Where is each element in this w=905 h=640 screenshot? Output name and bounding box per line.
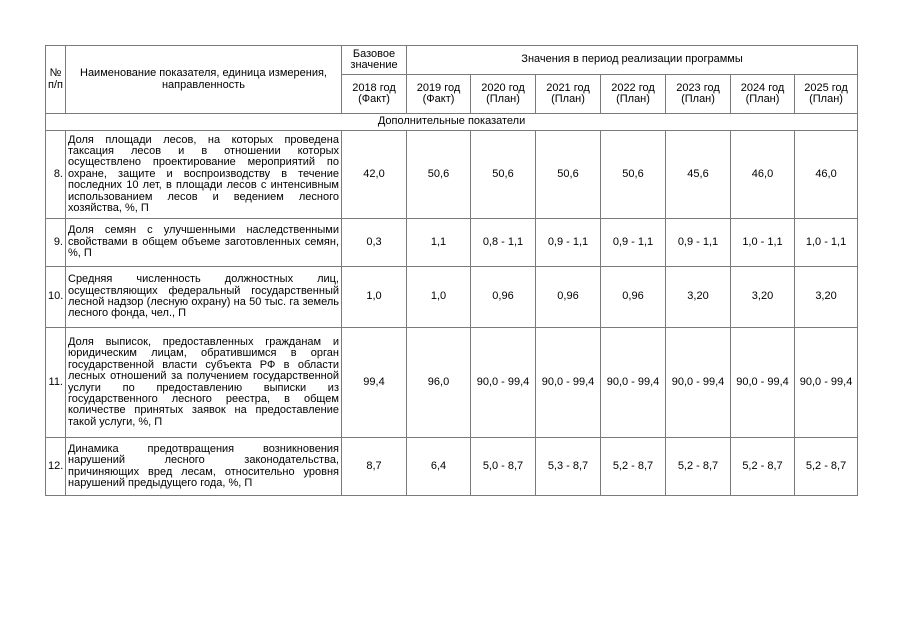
header-year-label: 2021 год xyxy=(546,81,590,94)
row-number: 12. xyxy=(46,438,66,496)
indicator-value: 90,0 - 99,4 xyxy=(666,328,731,438)
row-number: 11. xyxy=(46,328,66,438)
indicator-name: Доля выписок, предоставленных гражданам и юридическим лицам, обратившимся в орган государственной власти субъекта РФ в области лесных отношений за получением государственной услуги по предоставлению выписки из государственного лесного реестра, в общем количестве принятых заявок на предоставление такой услуги, %, П xyxy=(66,328,342,438)
header-year-kind: (План) xyxy=(486,93,520,105)
indicator-value: 5,2 - 8,7 xyxy=(731,438,795,496)
row-number: 10. xyxy=(46,267,66,328)
indicator-value: 90,0 - 99,4 xyxy=(731,328,795,438)
indicator-value: 42,0 xyxy=(342,131,407,219)
indicator-value: 3,20 xyxy=(731,267,795,328)
header-year xyxy=(731,75,795,114)
row-number: 9. xyxy=(46,219,66,267)
header-year-label: 2019 год xyxy=(416,81,461,94)
header-year-kind: (Факт) xyxy=(358,93,390,105)
header-year xyxy=(342,75,407,114)
header-year xyxy=(666,75,731,114)
header-year xyxy=(795,75,858,114)
indicator-value: 45,6 xyxy=(666,131,731,219)
indicator-value: 1,0 - 1,1 xyxy=(795,219,858,267)
header-year-kind: (План) xyxy=(551,93,585,105)
indicator-value: 3,20 xyxy=(666,267,731,328)
indicator-value: 96,0 xyxy=(407,328,471,438)
header-year-kind: (План) xyxy=(616,93,650,105)
indicator-value: 5,3 - 8,7 xyxy=(536,438,601,496)
row-number: 8. xyxy=(46,131,66,219)
indicator-value: 50,6 xyxy=(471,131,536,219)
indicator-value: 50,6 xyxy=(407,131,471,219)
indicator-value: 5,2 - 8,7 xyxy=(795,438,858,496)
header-period: Значения в период реализации программы xyxy=(407,46,858,75)
indicator-value: 50,6 xyxy=(601,131,666,219)
indicator-value: 0,96 xyxy=(536,267,601,328)
indicator-value: 0,9 - 1,1 xyxy=(536,219,601,267)
indicator-value: 0,96 xyxy=(601,267,666,328)
indicator-name: Динамика предотвращения возникновения нарушений лесного законодательства, причиняющих вред лесам, относительно уровня нарушений предыдущего года, %, П xyxy=(66,438,342,496)
indicator-value: 1,0 xyxy=(407,267,471,328)
indicator-value: 5,2 - 8,7 xyxy=(601,438,666,496)
indicator-value: 0,96 xyxy=(471,267,536,328)
header-base: Базовое значение xyxy=(342,46,407,75)
header-year-label: 2024 год xyxy=(740,81,785,94)
indicator-value: 8,7 xyxy=(342,438,407,496)
header-year-label: 2023 год xyxy=(676,81,720,94)
indicator-value: 99,4 xyxy=(342,328,407,438)
indicator-value: 1,1 xyxy=(407,219,471,267)
indicator-value: 90,0 - 99,4 xyxy=(536,328,601,438)
header-year-kind: (План) xyxy=(681,93,715,105)
indicator-name: Доля площади лесов, на которых проведена таксация лесов и в отношении которых осуществлено проектирование мероприятий по охране, защите и воспроизводству в течение последних 10 лет, в площади лесов с интенсивным использованием лесов и ведением лесного хозяйства, %, П xyxy=(66,131,342,219)
header-year xyxy=(407,75,471,114)
header-year-kind: (Факт) xyxy=(422,93,455,105)
indicator-value: 6,4 xyxy=(407,438,471,496)
indicator-value: 1,0 - 1,1 xyxy=(731,219,795,267)
header-year-label: 2018 год xyxy=(352,81,396,94)
table-row xyxy=(46,438,858,496)
indicator-value: 0,9 - 1,1 xyxy=(666,219,731,267)
indicator-name: Доля семян с улучшенными наследственными свойствами в общем объеме заготовленных семян, %, П xyxy=(66,219,342,267)
header-year-label: 2020 год xyxy=(481,81,525,94)
header-year xyxy=(536,75,601,114)
indicator-value: 46,0 xyxy=(795,131,858,219)
header-name: Наименование показателя, единица измерения, направленность xyxy=(66,46,342,114)
header-year-label: 2025 год xyxy=(804,81,848,94)
table-row xyxy=(46,267,858,328)
table-row xyxy=(46,219,858,267)
table-row xyxy=(46,328,858,438)
table-row xyxy=(46,131,858,219)
header-year-kind: (План) xyxy=(809,93,843,105)
header-year xyxy=(601,75,666,114)
indicator-value: 0,8 - 1,1 xyxy=(471,219,536,267)
header-num: № п/п xyxy=(46,46,66,114)
indicator-value: 90,0 - 99,4 xyxy=(795,328,858,438)
indicator-value: 0,9 - 1,1 xyxy=(601,219,666,267)
indicator-value: 0,3 xyxy=(342,219,407,267)
section-title: Дополнительные показатели xyxy=(46,114,858,131)
indicator-value: 50,6 xyxy=(536,131,601,219)
indicator-value: 90,0 - 99,4 xyxy=(471,328,536,438)
indicator-value: 3,20 xyxy=(795,267,858,328)
header-year-kind: (План) xyxy=(745,93,780,105)
indicator-value: 1,0 xyxy=(342,267,407,328)
indicator-value: 5,0 - 8,7 xyxy=(471,438,536,496)
header-year-label: 2022 год xyxy=(611,81,655,94)
indicator-value: 46,0 xyxy=(731,131,795,219)
indicator-name: Средняя численность должностных лиц, осуществляющих федеральный государственный лесной надзор (лесную охрану) на 50 тыс. га земель лесного фонда, чел., П xyxy=(66,267,342,328)
indicator-value: 90,0 - 99,4 xyxy=(601,328,666,438)
indicator-value: 5,2 - 8,7 xyxy=(666,438,731,496)
indicators-table xyxy=(45,45,858,496)
header-year xyxy=(471,75,536,114)
